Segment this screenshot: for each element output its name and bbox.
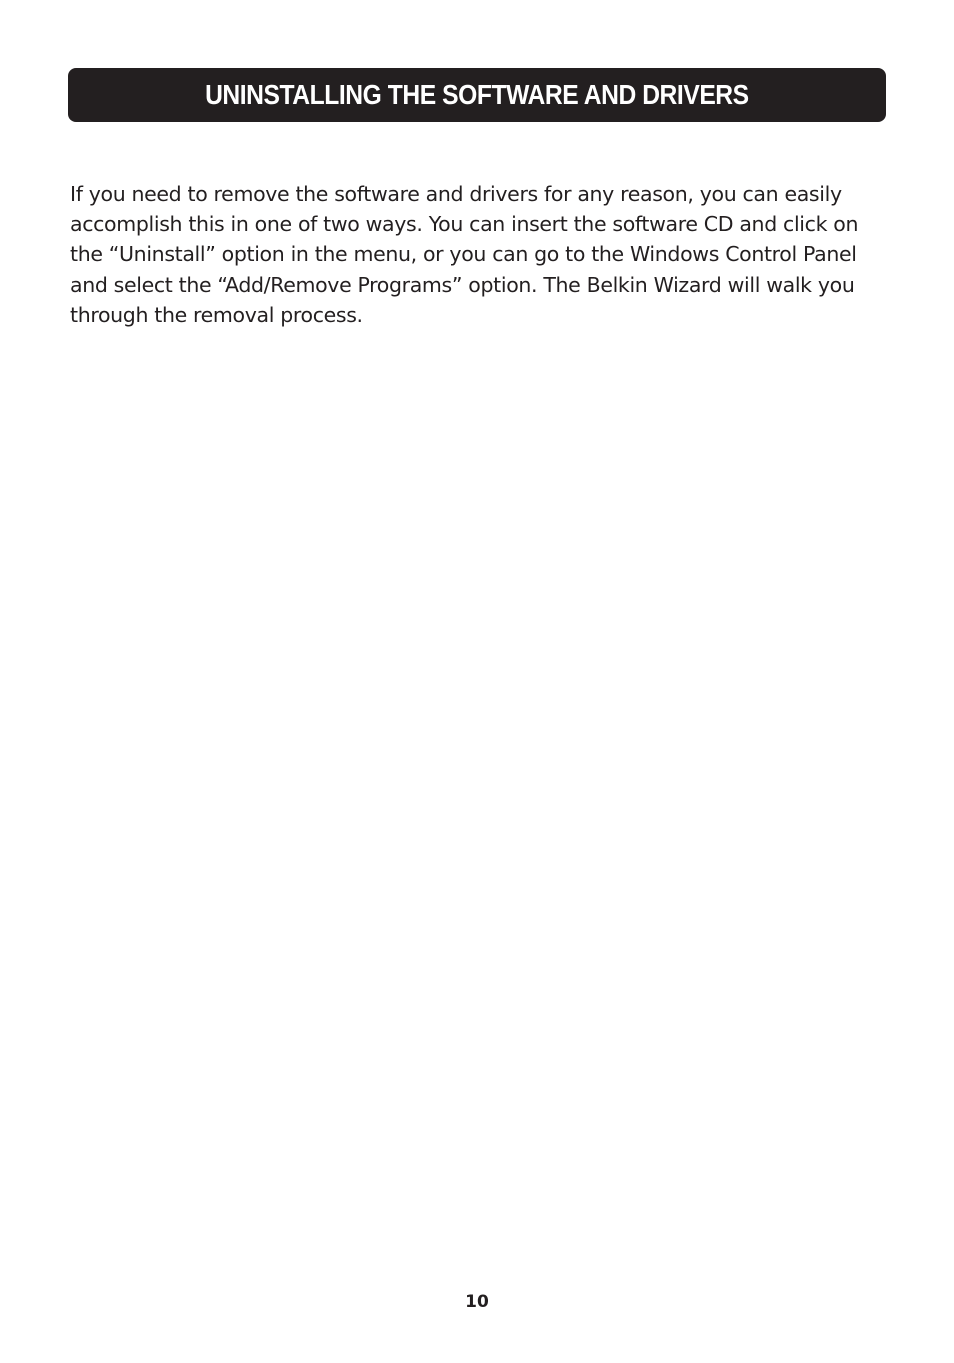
page-number: 10 [465,1292,489,1312]
section-header-bar [68,68,886,122]
instruction-paragraph: If you need to remove the software and drivers for any reason, you can easily accomplish this in one of two ways. You can insert the software CD and click on the “Uninstall” option in the menu, or you can go to the Windows Control Panel and select the “Add/Remove Programs” option. The Belkin Wizard will walk you through the removal process. [70,182,859,327]
section-title: UNINSTALLING THE SOFTWARE AND DRIVERS [205,79,749,110]
